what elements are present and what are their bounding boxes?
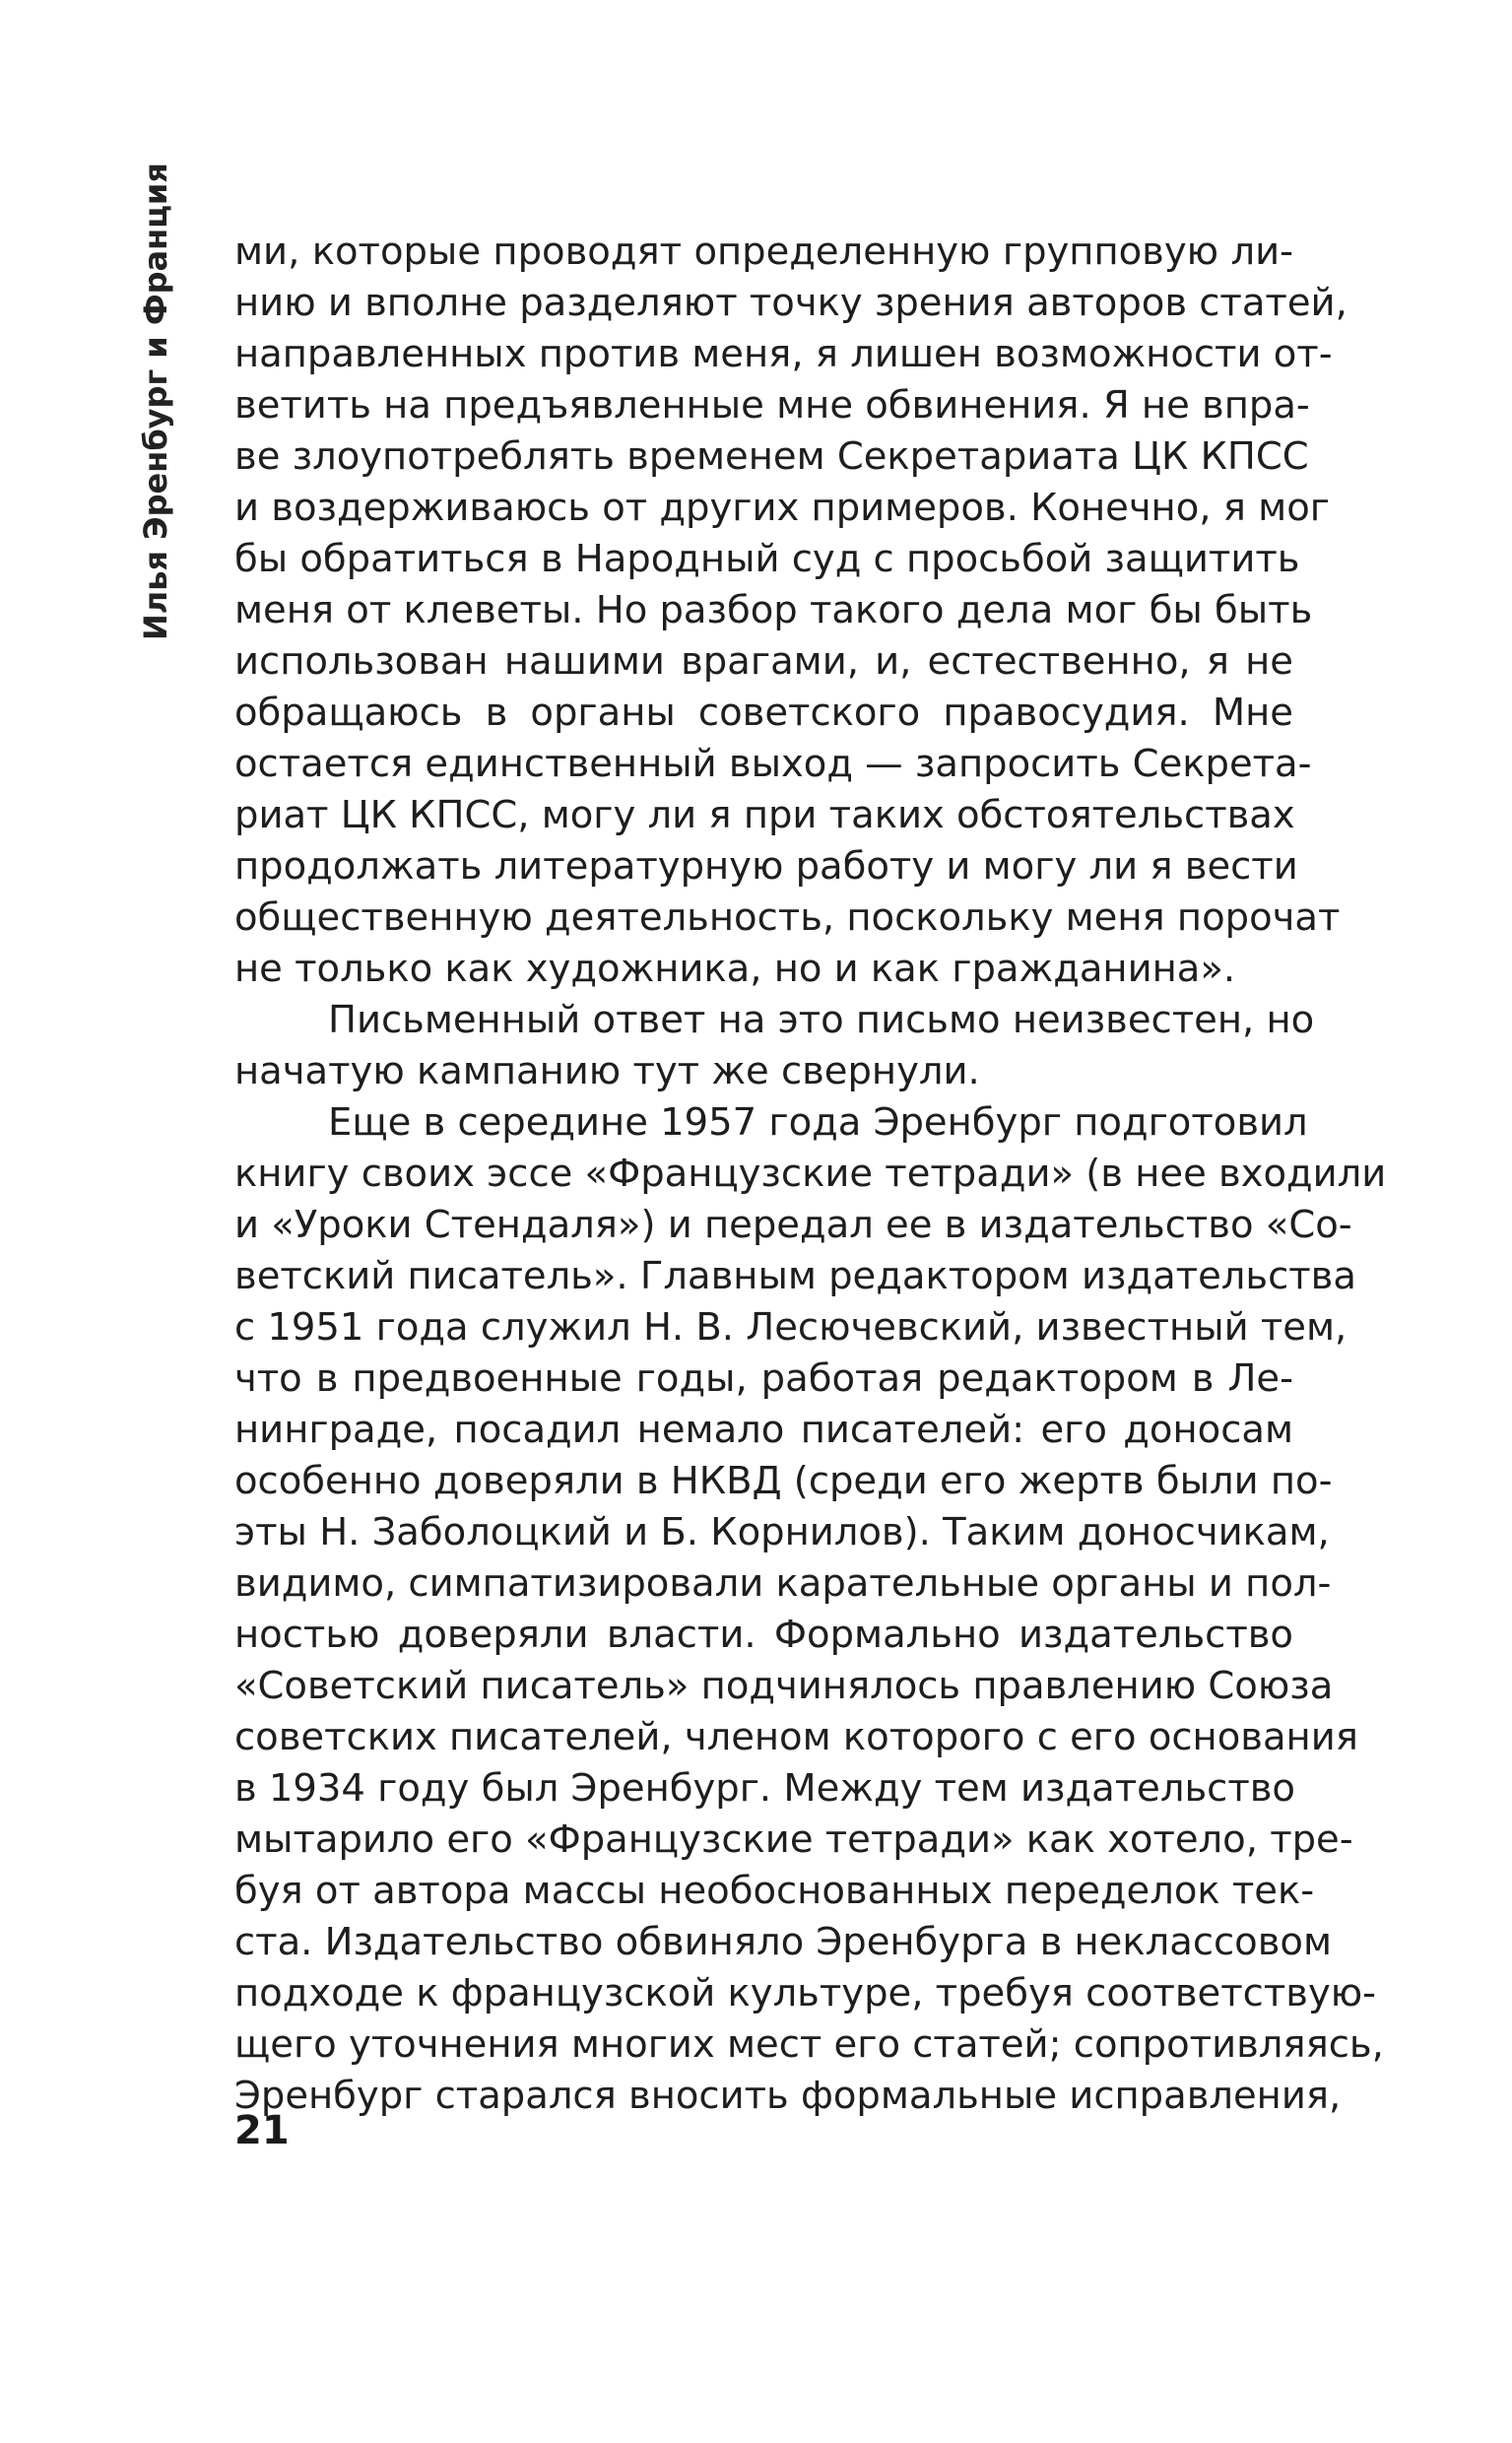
running-head: Илья Эренбург и Франция: [137, 163, 174, 640]
text-line: мытарило его «Французские тетради» как хотело, тре-: [234, 1817, 1353, 1862]
text-line: Эренбург старался вносить формальные исправления,: [234, 2074, 1342, 2118]
text-line: ми, которые проводят определенную групповую ли-: [234, 230, 1293, 274]
text-line: ветский писатель». Главным редактором издательства: [234, 1254, 1356, 1298]
text-line: не только как художника, но и как гражданина».: [234, 947, 1236, 991]
text-line: нию и вполне разделяют точку зрения авторов статей,: [234, 281, 1348, 325]
text-line: особенно доверяли в НКВД (среди его жертв были по-: [234, 1459, 1333, 1503]
body-text: [234, 227, 1387, 2122]
text-line: буя от автора массы необоснованных переделок тек-: [234, 1869, 1315, 1913]
text-line: ветить на предъявленные мне обвинения. Я не впра-: [234, 383, 1310, 428]
text-line: меня от клеветы. Но разбор такого дела мог бы быть: [234, 588, 1313, 632]
text-line: бы обратиться в Народный суд с просьбой защитить: [234, 537, 1300, 581]
text-line: продолжать литературную работу и могу ли я вести: [234, 844, 1298, 889]
page-number: 21: [234, 2108, 290, 2153]
text-line: книгу своих эссе «Французские тетради» (в нее входили: [234, 1152, 1387, 1196]
text-line: остается единственный выход — запросить Секрета-: [234, 742, 1312, 786]
text-line: направленных против меня, я лишен возможности от-: [234, 332, 1333, 376]
text-line: использован нашими врагами, и, естественно, я не: [234, 639, 1293, 684]
text-line: Еще в середине 1957 года Эренбург подготовил: [328, 1100, 1308, 1145]
text-line: щего уточнения многих мест его статей; сопротивляясь,: [234, 2022, 1384, 2067]
text-line: в 1934 году был Эренбург. Между тем издательство: [234, 1766, 1295, 1811]
text-line: нинграде, посадил немало писателей: его доносам: [234, 1408, 1293, 1452]
text-line: обращаюсь в органы советского правосудия. Мне: [234, 691, 1293, 735]
text-line: эты Н. Заболоцкий и Б. Корнилов). Таким доносчикам,: [234, 1510, 1330, 1554]
text-line: и воздерживаюсь от других примеров. Конечно, я мог: [234, 486, 1330, 530]
text-line: общественную деятельность, поскольку меня порочат: [234, 895, 1341, 940]
text-line: с 1951 года служил Н. В. Лесючевский, известный тем,: [234, 1305, 1348, 1350]
text-line: ностью доверяли власти. Формально издательство: [234, 1613, 1293, 1657]
text-line: Письменный ответ на это письмо неизвестен, но: [328, 998, 1315, 1042]
text-line: ста. Издательство обвиняло Эренбурга в неклассовом: [234, 1920, 1332, 1964]
text-line: подходе к французской культуре, требуя соответствую-: [234, 1971, 1377, 2015]
text-line: советских писателей, членом которого с его основания: [234, 1715, 1358, 1759]
text-line: видимо, симпатизировали карательные органы и пол-: [234, 1561, 1332, 1606]
text-line: и «Уроки Стендаля») и передал ее в издательство «Со-: [234, 1203, 1352, 1247]
text-line: начатую кампанию тут же свернули.: [234, 1049, 980, 1093]
text-line: что в предвоенные годы, работая редактором в Ле-: [234, 1356, 1293, 1401]
text-line: «Советский писатель» подчинялось правлению Союза: [234, 1664, 1334, 1708]
text-line: ве злоупотреблять временем Секретариата ЦК КПСС: [234, 434, 1309, 479]
text-line: риат ЦК КПСС, могу ли я при таких обстоятельствах: [234, 793, 1295, 837]
